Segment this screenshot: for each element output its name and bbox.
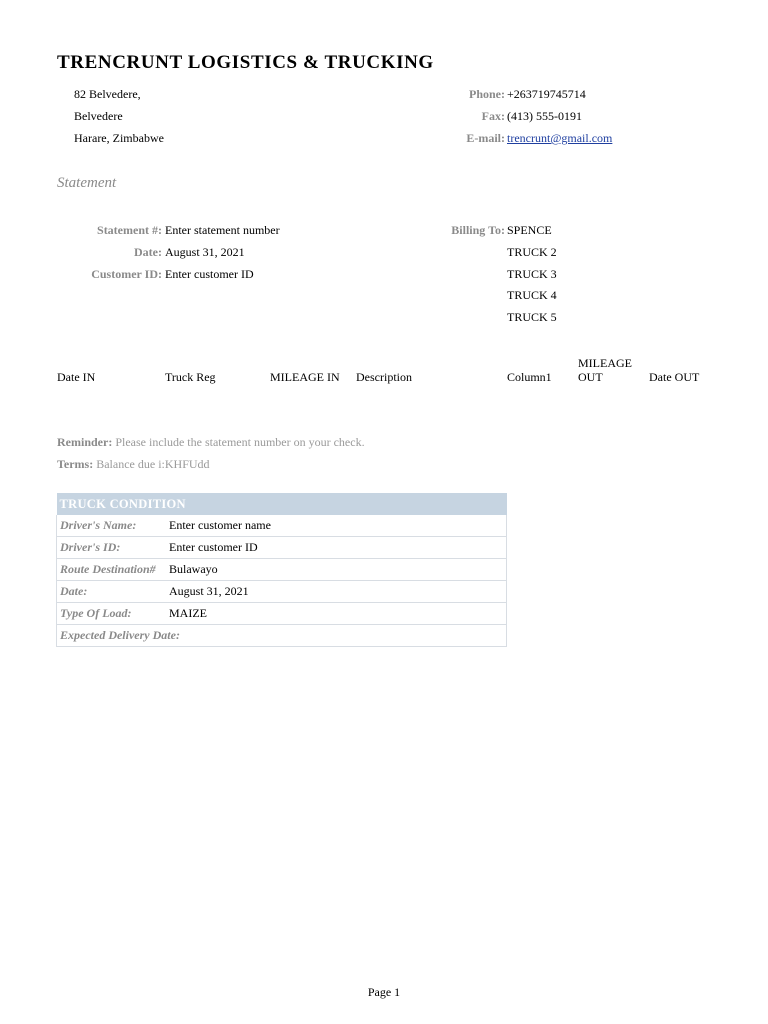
header-truck-reg: Truck Reg: [165, 370, 216, 384]
route-destination-label: Route Destination#: [57, 559, 167, 581]
header-date-in: Date IN: [57, 370, 96, 384]
expected-delivery-label: Expected Delivery Date:: [57, 625, 507, 647]
header-date-out: Date OUT: [649, 370, 700, 384]
terms-text: Balance due i:KHFUdd: [96, 457, 210, 471]
header-mileage-in: MILEAGE IN: [270, 370, 340, 384]
drivers-name-value[interactable]: Enter customer name: [166, 515, 507, 537]
condition-date-value[interactable]: August 31, 2021: [166, 581, 507, 603]
billing-to-line-5: TRUCK 5: [507, 310, 557, 324]
header-column1: Column1: [507, 370, 552, 384]
statement-number-label: Statement #:: [97, 223, 162, 237]
billing-to-line-1: SPENCE: [507, 223, 552, 237]
header-mileage-out-line1: MILEAGE: [578, 356, 632, 370]
type-of-load-value[interactable]: MAIZE: [166, 603, 507, 625]
drivers-name-label: Driver's Name:: [57, 515, 167, 537]
truck-condition-header: TRUCK CONDITION: [57, 493, 507, 515]
table-row: [57, 625, 507, 647]
phone-label: Phone:: [469, 87, 505, 101]
address-line-1: 82 Belvedere,: [74, 87, 141, 101]
table-row: [57, 515, 507, 537]
reminder-note: [57, 435, 365, 450]
phone-value: +263719745714: [507, 87, 586, 101]
table-row: [57, 603, 507, 625]
fax-label: Fax:: [481, 109, 505, 123]
statement-date-value[interactable]: August 31, 2021: [165, 245, 245, 259]
table-row: [57, 537, 507, 559]
drivers-id-value[interactable]: Enter customer ID: [166, 537, 507, 559]
address-line-2: Belvedere: [74, 109, 123, 123]
terms-label: Terms:: [57, 457, 94, 471]
billing-to-line-4: TRUCK 4: [507, 288, 557, 302]
terms-note: [57, 457, 210, 472]
condition-date-label: Date:: [57, 581, 167, 603]
address-line-3: Harare, Zimbabwe: [74, 131, 164, 145]
customer-id-value[interactable]: Enter customer ID: [165, 267, 254, 281]
header-mileage-out-line2: OUT: [578, 370, 603, 384]
type-of-load-label: Type Of Load:: [57, 603, 167, 625]
page-number: Page 1: [367, 985, 401, 999]
truck-condition-table: [56, 493, 507, 647]
billing-to-line-3: TRUCK 3: [507, 267, 557, 281]
header-description: Description: [356, 370, 412, 384]
company-name: TRENCRUNT LOGISTICS & TRUCKING: [57, 52, 434, 73]
email-label: E-mail:: [466, 131, 505, 145]
drivers-id-label: Driver's ID:: [57, 537, 167, 559]
fax-value: (413) 555-0191: [507, 109, 582, 123]
statement-date-label: Date:: [134, 245, 162, 259]
email-link[interactable]: trencrunt@gmail.com: [507, 131, 613, 145]
table-row: [57, 581, 507, 603]
reminder-label: Reminder:: [57, 435, 113, 449]
billing-to-label: Billing To:: [451, 223, 505, 237]
table-row: [57, 559, 507, 581]
route-destination-value[interactable]: Bulawayo: [166, 559, 507, 581]
customer-id-label: Customer ID:: [91, 267, 162, 281]
statement-number-value[interactable]: Enter statement number: [165, 223, 280, 237]
reminder-text: Please include the statement number on your check.: [115, 435, 365, 449]
statement-title: Statement: [57, 175, 117, 191]
billing-to-line-2: TRUCK 2: [507, 245, 557, 259]
